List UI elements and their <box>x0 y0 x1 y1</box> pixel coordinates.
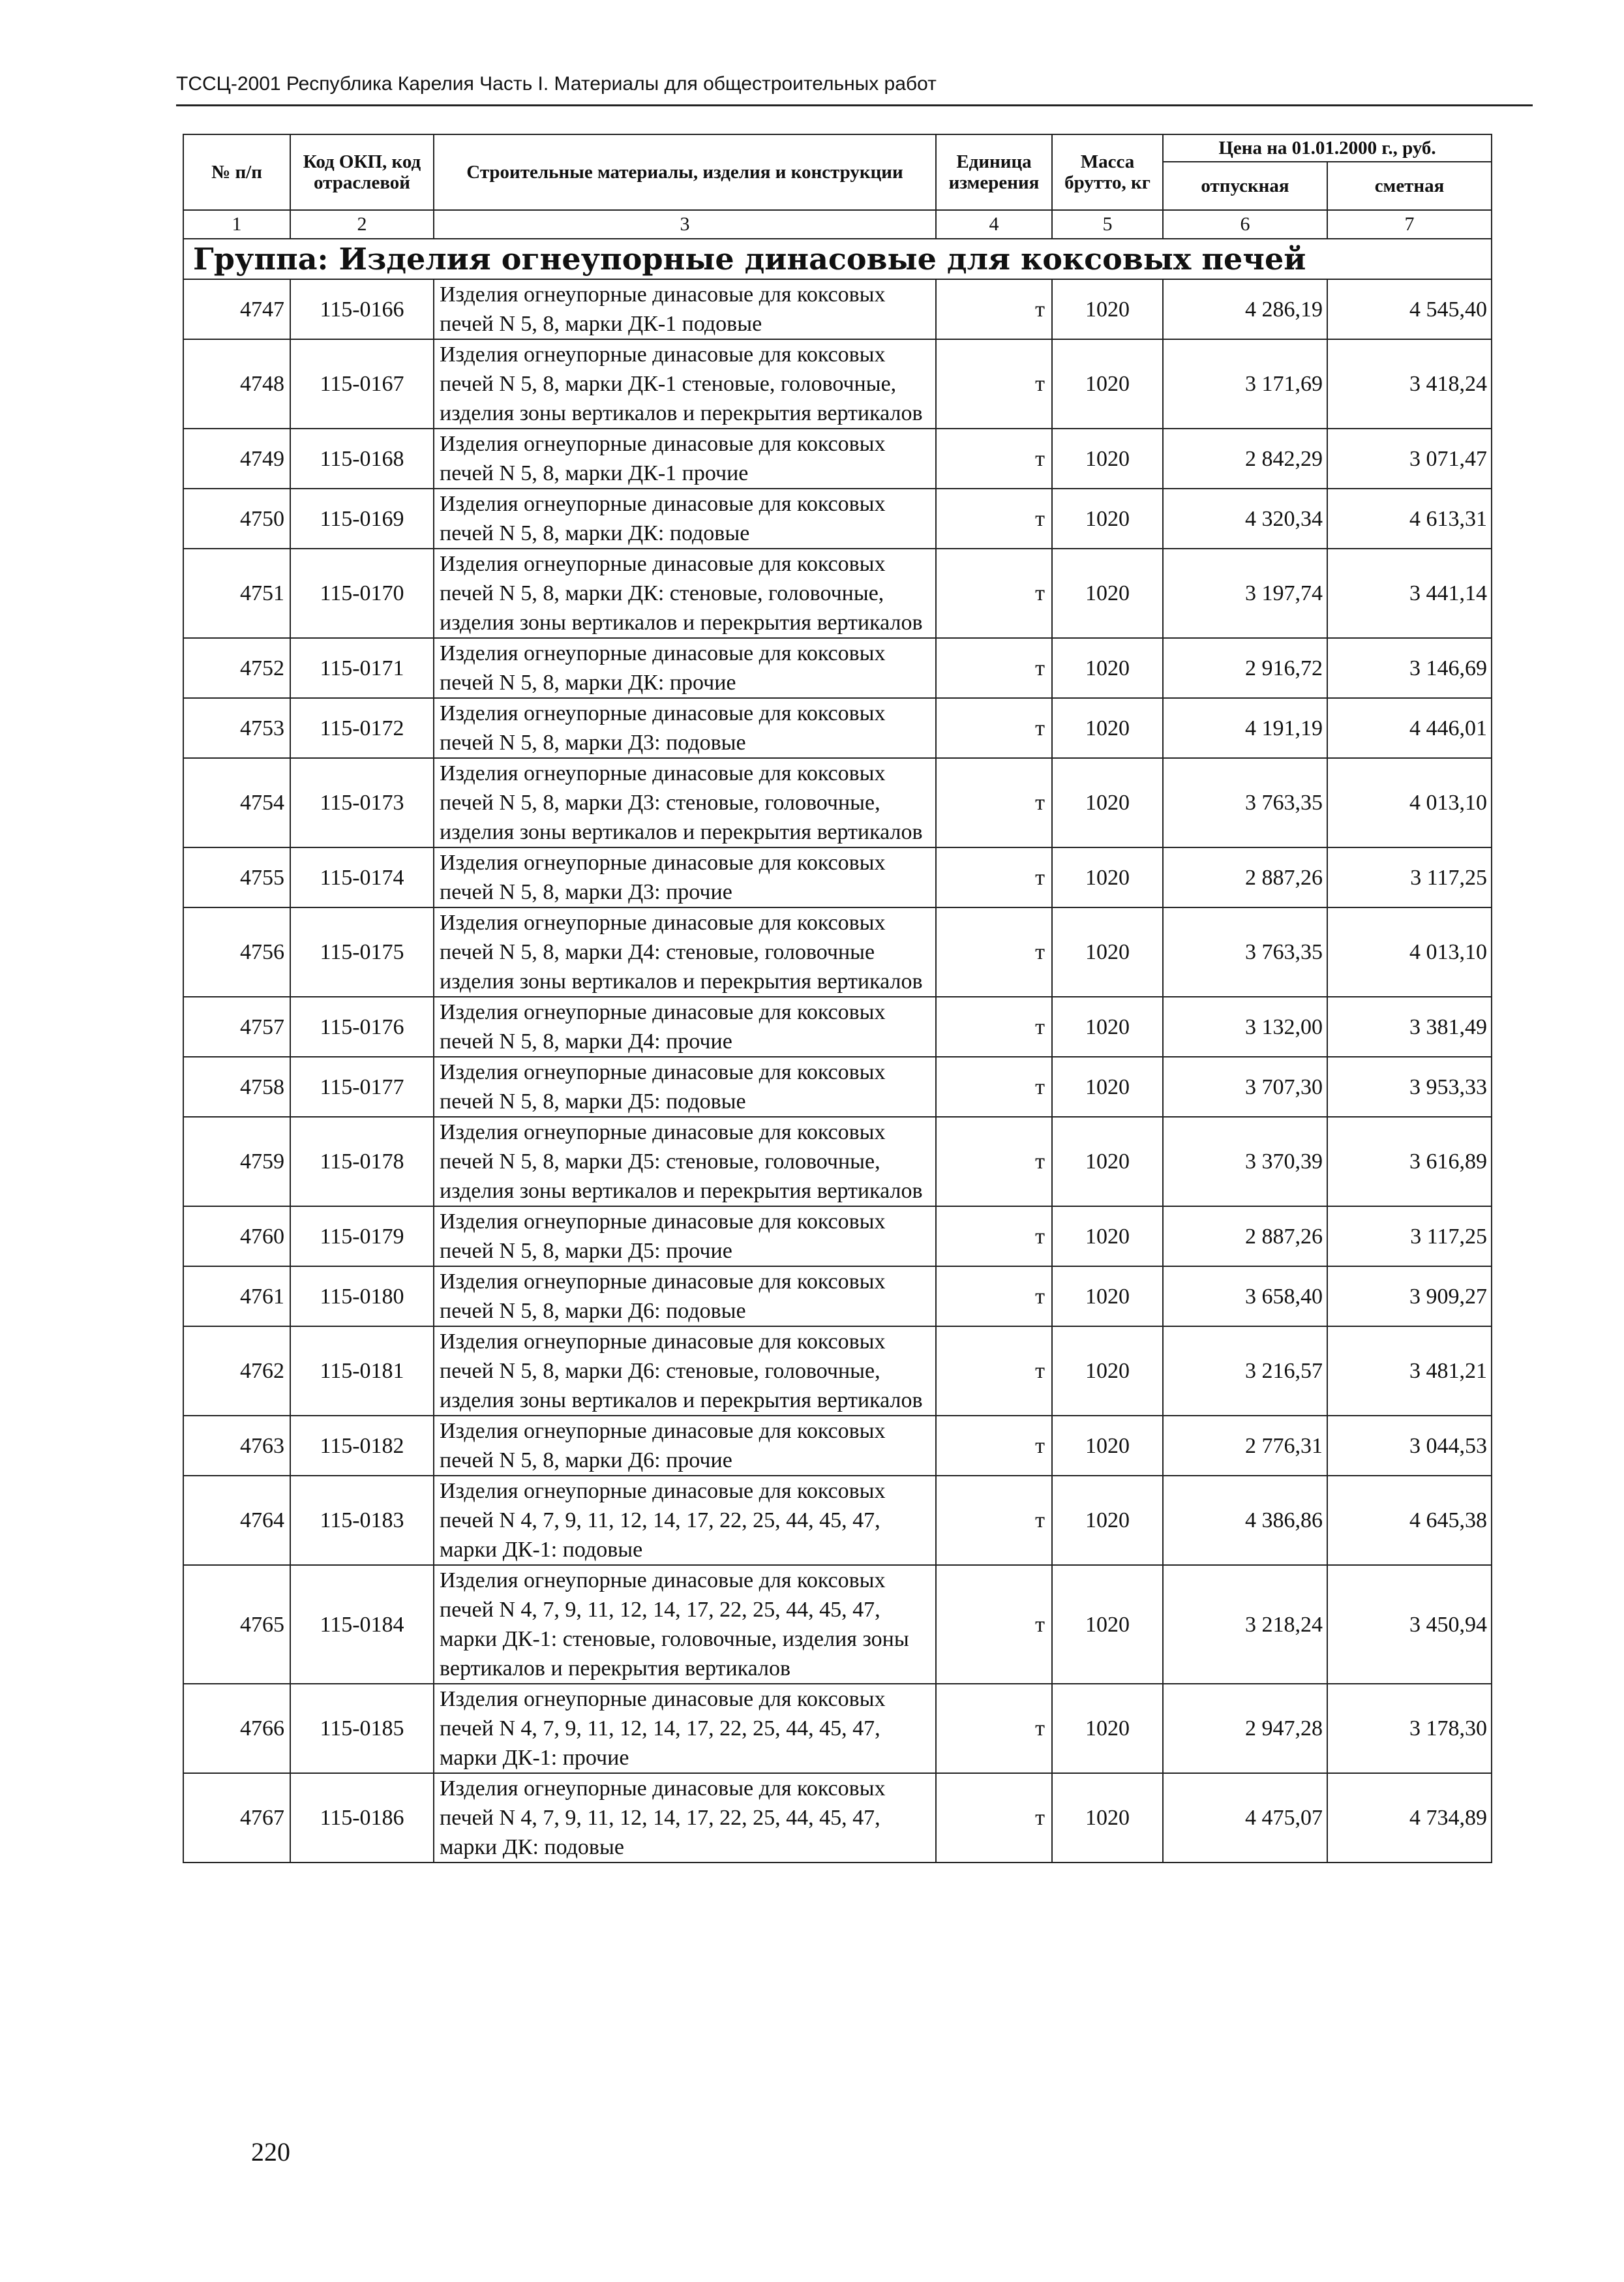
row-price-estimate: 3 418,24 <box>1327 339 1492 429</box>
col-number: 2 <box>290 210 434 239</box>
table-row <box>183 1057 1492 1117</box>
row-unit: т <box>936 758 1052 847</box>
col-number: 7 <box>1327 210 1492 239</box>
row-price-estimate: 3 481,21 <box>1327 1326 1492 1416</box>
row-code: 115-0179 <box>290 1206 434 1266</box>
row-unit: т <box>936 1773 1052 1863</box>
row-unit: т <box>936 638 1052 698</box>
row-unit: т <box>936 429 1052 489</box>
row-mass: 1020 <box>1052 1266 1163 1326</box>
row-mass: 1020 <box>1052 847 1163 907</box>
row-unit: т <box>936 1565 1052 1684</box>
row-price-release: 2 887,26 <box>1163 847 1327 907</box>
row-price-release: 4 286,19 <box>1163 279 1327 339</box>
row-name: Изделия огнеупорные динасовые для коксовых печей N 5, 8, марки Д4: стеновые, головочные изделия зоны вертикалов и перекрытия вертикалов <box>434 907 936 997</box>
row-number: 4764 <box>183 1476 290 1565</box>
row-unit: т <box>936 1117 1052 1206</box>
row-price-estimate: 3 381,49 <box>1327 997 1492 1057</box>
row-price-release: 4 191,19 <box>1163 698 1327 758</box>
row-mass: 1020 <box>1052 549 1163 638</box>
row-number: 4765 <box>183 1565 290 1684</box>
row-mass: 1020 <box>1052 698 1163 758</box>
table-row <box>183 339 1492 429</box>
row-price-release: 3 763,35 <box>1163 758 1327 847</box>
table-row <box>183 429 1492 489</box>
row-number: 4749 <box>183 429 290 489</box>
table-row <box>183 489 1492 549</box>
row-mass: 1020 <box>1052 279 1163 339</box>
row-unit: т <box>936 698 1052 758</box>
row-code: 115-0181 <box>290 1326 434 1416</box>
row-price-estimate: 3 178,30 <box>1327 1684 1492 1773</box>
row-code: 115-0167 <box>290 339 434 429</box>
row-price-estimate: 4 013,10 <box>1327 758 1492 847</box>
table-row <box>183 997 1492 1057</box>
row-number: 4751 <box>183 549 290 638</box>
row-code: 115-0177 <box>290 1057 434 1117</box>
row-price-release: 4 475,07 <box>1163 1773 1327 1863</box>
header-rule <box>176 104 1533 106</box>
col-header-code: Код ОКП, код отраслевой <box>290 134 434 210</box>
group-title: Группа: Изделия огнеупорные динасовые для коксовых печей <box>183 239 1492 279</box>
row-price-estimate: 4 446,01 <box>1327 698 1492 758</box>
row-price-release: 3 707,30 <box>1163 1057 1327 1117</box>
page-number: 220 <box>251 2137 290 2167</box>
row-number: 4761 <box>183 1266 290 1326</box>
row-name: Изделия огнеупорные динасовые для коксовых печей N 5, 8, марки ДК: стеновые, головочные, изделия зоны вертикалов и перекрытия вертикалов <box>434 549 936 638</box>
table-body <box>183 279 1492 1863</box>
table-row <box>183 638 1492 698</box>
table-row <box>183 1326 1492 1416</box>
row-price-release: 3 370,39 <box>1163 1117 1327 1206</box>
row-code: 115-0186 <box>290 1773 434 1863</box>
row-name: Изделия огнеупорные динасовые для коксовых печей N 5, 8, марки Д3: прочие <box>434 847 936 907</box>
row-name: Изделия огнеупорные динасовые для коксовых печей N 4, 7, 9, 11, 12, 14, 17, 22, 25, 44, 45, 47, марки ДК-1: прочие <box>434 1684 936 1773</box>
row-mass: 1020 <box>1052 1206 1163 1266</box>
row-number: 4753 <box>183 698 290 758</box>
row-code: 115-0169 <box>290 489 434 549</box>
row-unit: т <box>936 1266 1052 1326</box>
row-number: 4767 <box>183 1773 290 1863</box>
col-header-mass: Масса брутто, кг <box>1052 134 1163 210</box>
row-unit: т <box>936 489 1052 549</box>
col-number: 3 <box>434 210 936 239</box>
row-code: 115-0180 <box>290 1266 434 1326</box>
col-header-name: Строительные материалы, изделия и конструкции <box>434 134 936 210</box>
row-name: Изделия огнеупорные динасовые для коксовых печей N 5, 8, марки ДК-1 стеновые, головочные, изделия зоны вертикалов и перекрытия вертикалов <box>434 339 936 429</box>
row-price-release: 4 386,86 <box>1163 1476 1327 1565</box>
row-mass: 1020 <box>1052 429 1163 489</box>
row-price-estimate: 4 645,38 <box>1327 1476 1492 1565</box>
table-row <box>183 1266 1492 1326</box>
page-header: ТССЦ-2001 Республика Карелия Часть I. Материалы для общестроительных работ <box>176 73 937 95</box>
row-mass: 1020 <box>1052 1476 1163 1565</box>
row-number: 4758 <box>183 1057 290 1117</box>
row-mass: 1020 <box>1052 1326 1163 1416</box>
row-code: 115-0176 <box>290 997 434 1057</box>
row-name: Изделия огнеупорные динасовые для коксовых печей N 4, 7, 9, 11, 12, 14, 17, 22, 25, 44, 45, 47, марки ДК: подовые <box>434 1773 936 1863</box>
row-code: 115-0168 <box>290 429 434 489</box>
row-price-release: 3 216,57 <box>1163 1326 1327 1416</box>
table-row <box>183 1773 1492 1863</box>
row-price-release: 3 658,40 <box>1163 1266 1327 1326</box>
row-name: Изделия огнеупорные динасовые для коксовых печей N 5, 8, марки ДК-1 прочие <box>434 429 936 489</box>
table-row <box>183 549 1492 638</box>
row-unit: т <box>936 339 1052 429</box>
row-mass: 1020 <box>1052 1416 1163 1476</box>
row-price-estimate: 3 146,69 <box>1327 638 1492 698</box>
row-price-estimate: 3 953,33 <box>1327 1057 1492 1117</box>
row-mass: 1020 <box>1052 1117 1163 1206</box>
row-price-estimate: 4 013,10 <box>1327 907 1492 997</box>
row-mass: 1020 <box>1052 907 1163 997</box>
row-price-estimate: 4 613,31 <box>1327 489 1492 549</box>
row-code: 115-0182 <box>290 1416 434 1476</box>
row-name: Изделия огнеупорные динасовые для коксовых печей N 5, 8, марки ДК-1 подовые <box>434 279 936 339</box>
row-price-estimate: 3 441,14 <box>1327 549 1492 638</box>
row-price-estimate: 3 909,27 <box>1327 1266 1492 1326</box>
table-row <box>183 907 1492 997</box>
col-header-price-group: Цена на 01.01.2000 г., руб. <box>1163 134 1492 162</box>
row-number: 4762 <box>183 1326 290 1416</box>
row-number: 4755 <box>183 847 290 907</box>
table-row <box>183 847 1492 907</box>
row-unit: т <box>936 1416 1052 1476</box>
row-name: Изделия огнеупорные динасовые для коксовых печей N 5, 8, марки Д6: стеновые, головочные, изделия зоны вертикалов и перекрытия вертикалов <box>434 1326 936 1416</box>
row-mass: 1020 <box>1052 489 1163 549</box>
row-price-estimate: 3 117,25 <box>1327 847 1492 907</box>
row-price-estimate: 3 071,47 <box>1327 429 1492 489</box>
row-number: 4756 <box>183 907 290 997</box>
row-unit: т <box>936 847 1052 907</box>
row-price-estimate: 3 117,25 <box>1327 1206 1492 1266</box>
row-name: Изделия огнеупорные динасовые для коксовых печей N 5, 8, марки ДК: прочие <box>434 638 936 698</box>
row-unit: т <box>936 1684 1052 1773</box>
row-code: 115-0166 <box>290 279 434 339</box>
col-header-unit: Единица измерения <box>936 134 1052 210</box>
row-number: 4752 <box>183 638 290 698</box>
row-number: 4759 <box>183 1117 290 1206</box>
table-row <box>183 758 1492 847</box>
row-name: Изделия огнеупорные динасовые для коксовых печей N 5, 8, марки ДК: подовые <box>434 489 936 549</box>
col-number: 5 <box>1052 210 1163 239</box>
table-row <box>183 1416 1492 1476</box>
row-price-estimate: 4 734,89 <box>1327 1773 1492 1863</box>
row-number: 4763 <box>183 1416 290 1476</box>
col-number: 4 <box>936 210 1052 239</box>
row-price-release: 2 842,29 <box>1163 429 1327 489</box>
row-name: Изделия огнеупорные динасовые для коксовых печей N 5, 8, марки Д4: прочие <box>434 997 936 1057</box>
row-name: Изделия огнеупорные динасовые для коксовых печей N 5, 8, марки Д5: стеновые, головочные, изделия зоны вертикалов и перекрытия вертикалов <box>434 1117 936 1206</box>
table-row <box>183 1565 1492 1684</box>
row-number: 4757 <box>183 997 290 1057</box>
row-mass: 1020 <box>1052 339 1163 429</box>
row-name: Изделия огнеупорные динасовые для коксовых печей N 5, 8, марки Д6: подовые <box>434 1266 936 1326</box>
row-number: 4747 <box>183 279 290 339</box>
row-code: 115-0173 <box>290 758 434 847</box>
row-unit: т <box>936 1476 1052 1565</box>
table-row <box>183 1117 1492 1206</box>
row-code: 115-0175 <box>290 907 434 997</box>
row-code: 115-0170 <box>290 549 434 638</box>
row-code: 115-0185 <box>290 1684 434 1773</box>
row-unit: т <box>936 1206 1052 1266</box>
row-price-estimate: 3 044,53 <box>1327 1416 1492 1476</box>
row-unit: т <box>936 549 1052 638</box>
row-name: Изделия огнеупорные динасовые для коксовых печей N 5, 8, марки Д5: прочие <box>434 1206 936 1266</box>
row-unit: т <box>936 279 1052 339</box>
row-code: 115-0172 <box>290 698 434 758</box>
row-mass: 1020 <box>1052 1057 1163 1117</box>
table-row <box>183 279 1492 339</box>
row-name: Изделия огнеупорные динасовые для коксовых печей N 4, 7, 9, 11, 12, 14, 17, 22, 25, 44, 45, 47, марки ДК-1: подовые <box>434 1476 936 1565</box>
row-price-release: 3 171,69 <box>1163 339 1327 429</box>
row-code: 115-0171 <box>290 638 434 698</box>
row-name: Изделия огнеупорные динасовые для коксовых печей N 5, 8, марки Д3: стеновые, головочные, изделия зоны вертикалов и перекрытия вертикалов <box>434 758 936 847</box>
table-row <box>183 1206 1492 1266</box>
col-number: 1 <box>183 210 290 239</box>
row-unit: т <box>936 1057 1052 1117</box>
row-mass: 1020 <box>1052 1773 1163 1863</box>
row-price-release: 2 916,72 <box>1163 638 1327 698</box>
row-mass: 1020 <box>1052 997 1163 1057</box>
row-price-release: 2 947,28 <box>1163 1684 1327 1773</box>
row-price-release: 2 776,31 <box>1163 1416 1327 1476</box>
row-price-release: 3 218,24 <box>1163 1565 1327 1684</box>
price-table <box>183 134 1492 1863</box>
row-mass: 1020 <box>1052 758 1163 847</box>
row-name: Изделия огнеупорные динасовые для коксовых печей N 5, 8, марки Д6: прочие <box>434 1416 936 1476</box>
row-price-estimate: 4 545,40 <box>1327 279 1492 339</box>
row-unit: т <box>936 997 1052 1057</box>
row-unit: т <box>936 907 1052 997</box>
col-header-price-release: отпускная <box>1163 162 1327 210</box>
row-name: Изделия огнеупорные динасовые для коксовых печей N 4, 7, 9, 11, 12, 14, 17, 22, 25, 44, 45, 47, марки ДК-1: стеновые, головочные, изделия зоны вертикалов и перекрытия вертикалов <box>434 1565 936 1684</box>
col-header-price-estimate: сметная <box>1327 162 1492 210</box>
col-number: 6 <box>1163 210 1327 239</box>
row-number: 4760 <box>183 1206 290 1266</box>
row-number: 4748 <box>183 339 290 429</box>
col-header-num: № п/п <box>183 134 290 210</box>
row-name: Изделия огнеупорные динасовые для коксовых печей N 5, 8, марки Д5: подовые <box>434 1057 936 1117</box>
row-number: 4754 <box>183 758 290 847</box>
row-code: 115-0174 <box>290 847 434 907</box>
row-name: Изделия огнеупорные динасовые для коксовых печей N 5, 8, марки Д3: подовые <box>434 698 936 758</box>
row-price-estimate: 3 616,89 <box>1327 1117 1492 1206</box>
row-price-estimate: 3 450,94 <box>1327 1565 1492 1684</box>
row-code: 115-0178 <box>290 1117 434 1206</box>
row-unit: т <box>936 1326 1052 1416</box>
table-row <box>183 1476 1492 1565</box>
row-price-release: 3 763,35 <box>1163 907 1327 997</box>
row-mass: 1020 <box>1052 1684 1163 1773</box>
row-code: 115-0184 <box>290 1565 434 1684</box>
row-price-release: 3 132,00 <box>1163 997 1327 1057</box>
row-mass: 1020 <box>1052 638 1163 698</box>
row-price-release: 3 197,74 <box>1163 549 1327 638</box>
row-price-release: 2 887,26 <box>1163 1206 1327 1266</box>
row-code: 115-0183 <box>290 1476 434 1565</box>
row-mass: 1020 <box>1052 1565 1163 1684</box>
table-row <box>183 698 1492 758</box>
row-price-release: 4 320,34 <box>1163 489 1327 549</box>
table-row <box>183 1684 1492 1773</box>
row-number: 4750 <box>183 489 290 549</box>
row-number: 4766 <box>183 1684 290 1773</box>
